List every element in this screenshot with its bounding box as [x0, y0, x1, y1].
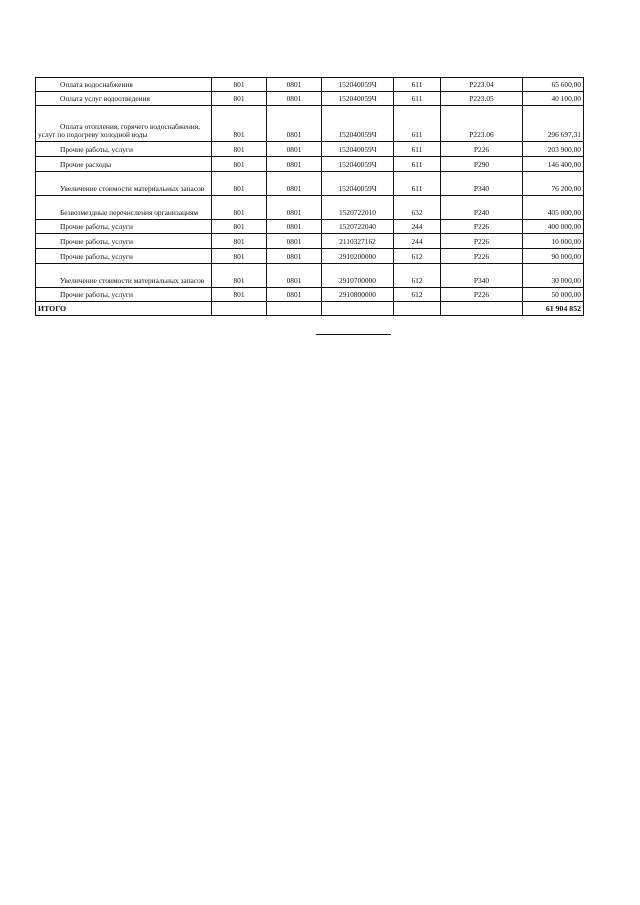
- total-label: ИТОГО: [36, 302, 212, 316]
- cell-name: Прочие расходы: [36, 157, 212, 172]
- total-row: [36, 302, 584, 316]
- cell-csr: 152040059Ч: [322, 142, 394, 157]
- cell-vr: 611: [394, 92, 441, 106]
- cell-kosgu: Р226: [441, 234, 523, 249]
- cell-ved: 801: [212, 220, 267, 234]
- cell-rz: 0801: [267, 288, 322, 302]
- cell-sum: 76 200,00: [523, 172, 584, 196]
- empty-cell: [267, 302, 322, 316]
- table-row: [36, 288, 584, 302]
- cell-csr: 152040059Ч: [322, 92, 394, 106]
- cell-vr: 611: [394, 78, 441, 92]
- end-divider-line: [316, 334, 391, 335]
- cell-name: Прочие работы, услуги: [36, 234, 212, 249]
- cell-sum: 30 000,00: [523, 264, 584, 288]
- cell-name: Оплата отопления, горячего водоснабжения, услуг по подогреву холодной воды: [36, 106, 212, 142]
- cell-kosgu: Р223.06: [441, 106, 523, 142]
- table-row: [36, 157, 584, 172]
- cell-csr: 1520722010: [322, 196, 394, 220]
- cell-kosgu: Р240: [441, 196, 523, 220]
- cell-csr: 2910700000: [322, 264, 394, 288]
- cell-vr: 244: [394, 220, 441, 234]
- cell-kosgu: Р290: [441, 157, 523, 172]
- table-row: [36, 220, 584, 234]
- cell-sum: 65 600,00: [523, 78, 584, 92]
- cell-name: Прочие работы, услуги: [36, 249, 212, 264]
- cell-sum: 400 000,00: [523, 220, 584, 234]
- table-row: [36, 249, 584, 264]
- cell-sum: 203 900,00: [523, 142, 584, 157]
- cell-rz: 0801: [267, 234, 322, 249]
- cell-vr: 611: [394, 142, 441, 157]
- cell-kosgu: Р226: [441, 220, 523, 234]
- cell-ved: 801: [212, 92, 267, 106]
- cell-ved: 801: [212, 264, 267, 288]
- cell-sum: 10 000,00: [523, 234, 584, 249]
- cell-rz: 0801: [267, 172, 322, 196]
- cell-csr: 152040059Ч: [322, 78, 394, 92]
- budget-table: [35, 77, 584, 316]
- cell-sum: 50 000,00: [523, 288, 584, 302]
- cell-ved: 801: [212, 196, 267, 220]
- table-row: [36, 172, 584, 196]
- cell-kosgu: Р226: [441, 249, 523, 264]
- cell-ved: 801: [212, 142, 267, 157]
- cell-kosgu: Р223.04: [441, 78, 523, 92]
- cell-rz: 0801: [267, 142, 322, 157]
- cell-name: Оплата водоснабжения: [36, 78, 212, 92]
- cell-kosgu: Р226: [441, 142, 523, 157]
- cell-sum: 146 400,00: [523, 157, 584, 172]
- table-row: [36, 196, 584, 220]
- cell-csr: 152040059Ч: [322, 172, 394, 196]
- empty-cell: [212, 302, 267, 316]
- cell-vr: 244: [394, 234, 441, 249]
- table-row: [36, 142, 584, 157]
- cell-rz: 0801: [267, 106, 322, 142]
- cell-ved: 801: [212, 249, 267, 264]
- cell-vr: 611: [394, 106, 441, 142]
- cell-rz: 0801: [267, 196, 322, 220]
- cell-vr: 612: [394, 249, 441, 264]
- cell-rz: 0801: [267, 220, 322, 234]
- cell-ved: 801: [212, 157, 267, 172]
- cell-sum: 405 000,00: [523, 196, 584, 220]
- cell-name: Оплата услуг водоотведения: [36, 92, 212, 106]
- cell-ved: 801: [212, 234, 267, 249]
- table-row: [36, 234, 584, 249]
- cell-name: Увеличение стоимости материальных запасов: [36, 264, 212, 288]
- cell-kosgu: Р226: [441, 288, 523, 302]
- cell-vr: 612: [394, 264, 441, 288]
- table-row: [36, 78, 584, 92]
- cell-vr: 612: [394, 288, 441, 302]
- cell-ved: 801: [212, 78, 267, 92]
- cell-rz: 0801: [267, 249, 322, 264]
- table-row: [36, 106, 584, 142]
- cell-ved: 801: [212, 288, 267, 302]
- cell-sum: 40 100,00: [523, 92, 584, 106]
- cell-name: Прочие работы, услуги: [36, 288, 212, 302]
- table-row: [36, 264, 584, 288]
- cell-rz: 0801: [267, 92, 322, 106]
- table-row: [36, 92, 584, 106]
- empty-cell: [441, 302, 523, 316]
- cell-name: Безвозмездные перечисления организациям: [36, 196, 212, 220]
- cell-vr: 611: [394, 172, 441, 196]
- cell-csr: 152040059Ч: [322, 157, 394, 172]
- cell-rz: 0801: [267, 157, 322, 172]
- cell-csr: 2910200000: [322, 249, 394, 264]
- cell-kosgu: Р340: [441, 172, 523, 196]
- cell-rz: 0801: [267, 264, 322, 288]
- cell-csr: 2910800000: [322, 288, 394, 302]
- cell-rz: 0801: [267, 78, 322, 92]
- cell-sum: 90 000,00: [523, 249, 584, 264]
- cell-csr: 2110327162: [322, 234, 394, 249]
- cell-vr: 632: [394, 196, 441, 220]
- cell-kosgu: Р340: [441, 264, 523, 288]
- cell-name: Увеличение стоимости материальных запасов: [36, 172, 212, 196]
- cell-kosgu: Р223.05: [441, 92, 523, 106]
- cell-name: Прочие работы, услуги: [36, 142, 212, 157]
- total-sum: 61 904 852: [523, 302, 584, 316]
- cell-ved: 801: [212, 106, 267, 142]
- cell-name: Прочие работы, услуги: [36, 220, 212, 234]
- empty-cell: [394, 302, 441, 316]
- cell-ved: 801: [212, 172, 267, 196]
- cell-csr: 1520722040: [322, 220, 394, 234]
- cell-sum: 296 697,31: [523, 106, 584, 142]
- cell-csr: 152040059Ч: [322, 106, 394, 142]
- empty-cell: [322, 302, 394, 316]
- cell-vr: 611: [394, 157, 441, 172]
